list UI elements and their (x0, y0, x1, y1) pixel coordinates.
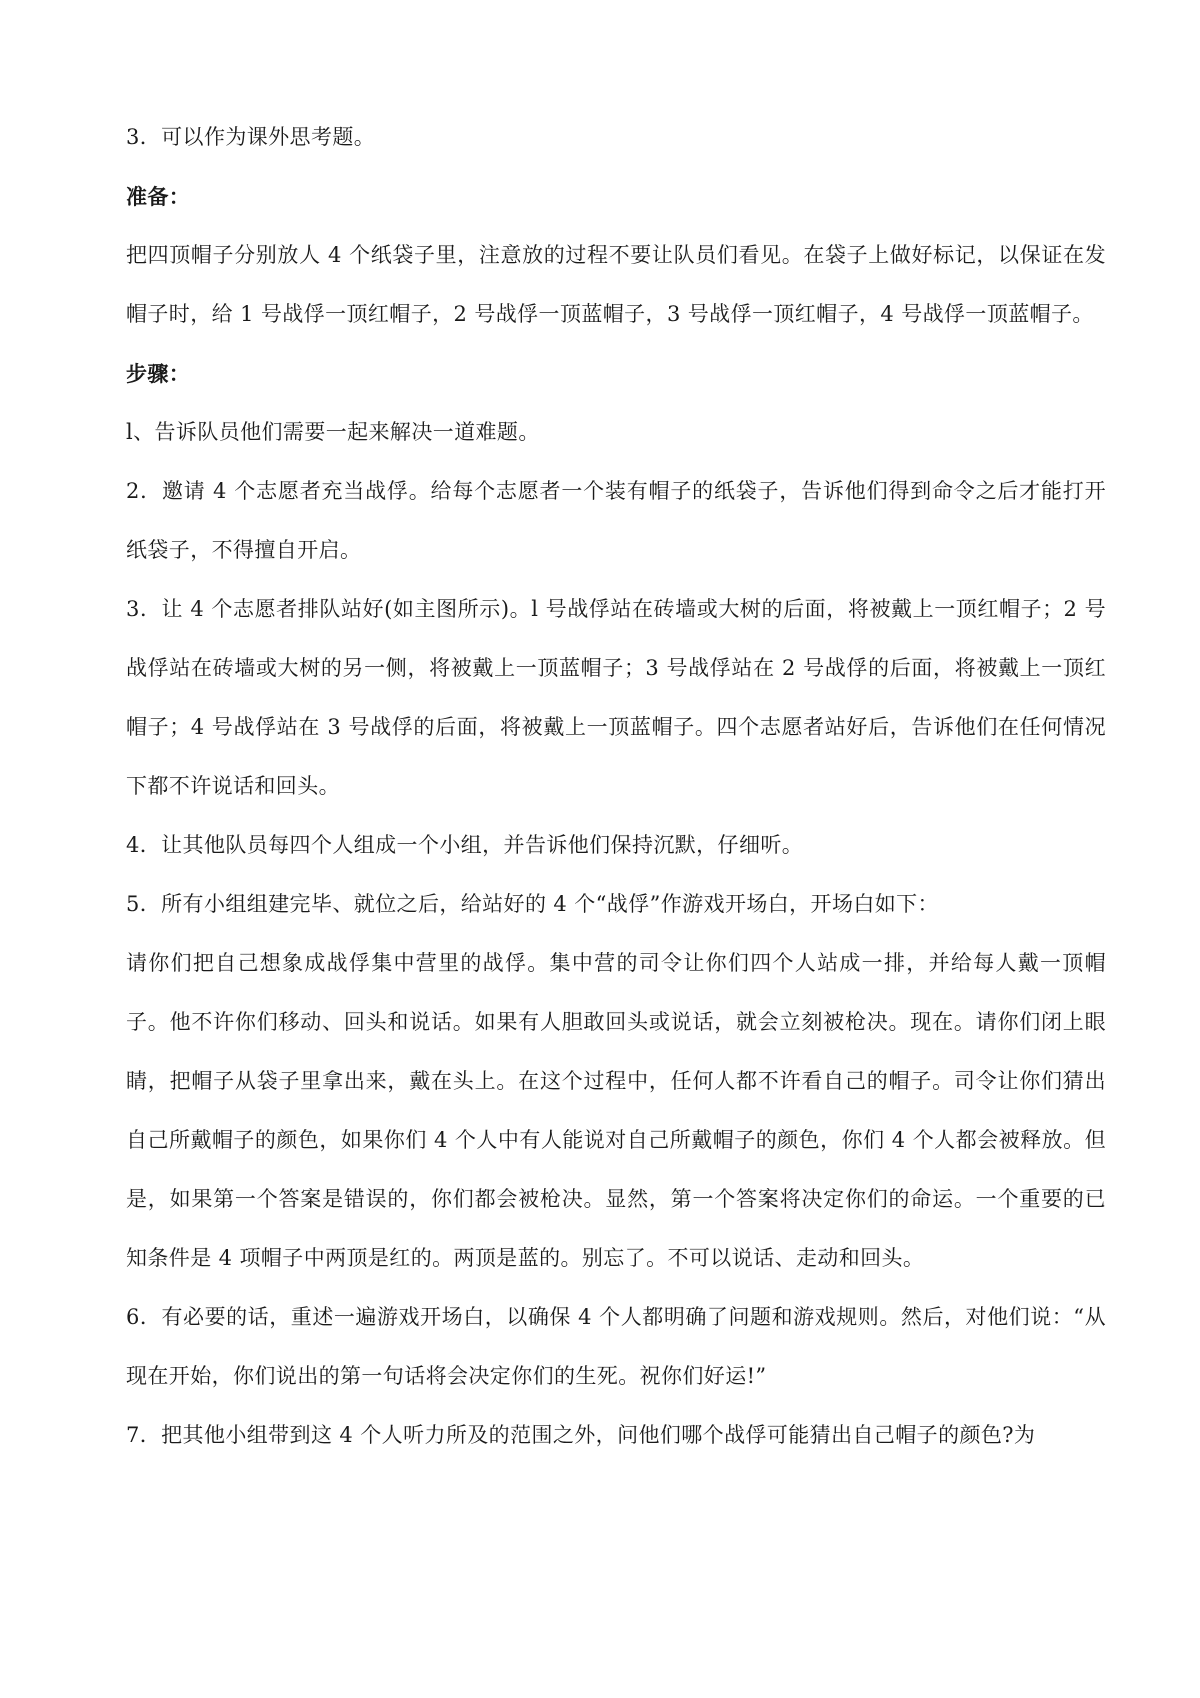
paragraph-step-1: l、告诉队员他们需要一起来解决一道难题。 (126, 420, 540, 444)
paragraph-opening-speech: 请你们把自己想象成战俘集中营里的战俘。集中营的司令让你们四个人站成一排，并给每人戴一顶帽子。他不许你们移动、回头和说话。如果有人胆敢回头或说话，就会立刻被枪决。现在。请你们闭上眼睛，把帽子从袋子里拿出来，戴在头上。在这个过程中，任何人都不许看自己的帽子。司令让你们猜出自己所戴帽子的颜色，如果你们 4 个人中有人能说对自己所戴帽子的颜色，你们 4 个人都会被释放。但是，如果第一个答案是错误的，你们都会被枪决。显然，第一个答案将决定你们的命运。一个重要的已知条件是 4 项帽子中两顶是红的。两顶是蓝的。别忘了。不可以说话、走动和回头。 (126, 951, 1106, 1270)
heading-steps: 步骤： (126, 361, 191, 386)
paragraph-step-7: 7．把其他小组带到这 4 个人听力所及的范围之外，问他们哪个战俘可能猜出自己帽子的颜色?为 (126, 1423, 1036, 1447)
paragraph-step-5: 5．所有小组组建完毕、就位之后，给站好的 4 个“战俘”作游戏开场白，开场白如下： (126, 892, 939, 916)
paragraph-step-6: 6．有必要的话，重述一遍游戏开场白，以确保 4 个人都明确了问题和游戏规则。然后，对他们说：“从现在开始，你们说出的第一句话将会决定你们的生死。祝你们好运!” (126, 1305, 1106, 1388)
paragraph-step-4: 4．让其他队员每四个人组成一个小组，并告诉他们保持沉默，仔细听。 (126, 833, 804, 857)
paragraph-preparation: 把四顶帽子分别放人 4 个纸袋子里，注意放的过程不要让队员们看见。在袋子上做好标记，以保证在发帽子时，给 1 号战俘一顶红帽子，2 号战俘一顶蓝帽子，3 号战俘一顶红帽子，4 号战俘一顶蓝帽子。 (126, 243, 1106, 326)
paragraph-step-2: 2．邀请 4 个志愿者充当战俘。给每个志愿者一个装有帽子的纸袋子，告诉他们得到命令之后才能打开纸袋子，不得擅自开启。 (126, 479, 1106, 562)
document-body (126, 108, 1106, 1465)
heading-preparation: 准备： (126, 184, 191, 209)
paragraph-step-3: 3．让 4 个志愿者排队站好(如主图所示)。l 号战俘站在砖墙或大树的后面，将被戴上一顶红帽子；2 号战俘站在砖墙或大树的另一侧，将被戴上一顶蓝帽子；3 号战俘站在 2 号战俘的后面，将被戴上一顶红帽子；4 号战俘站在 3 号战俘的后面，将被戴上一顶蓝帽子。四个志愿者站好后，告诉他们在任何情况下都不许说话和回头。 (126, 597, 1106, 798)
paragraph-thinking-question: 3．可以作为课外思考题。 (126, 125, 376, 149)
